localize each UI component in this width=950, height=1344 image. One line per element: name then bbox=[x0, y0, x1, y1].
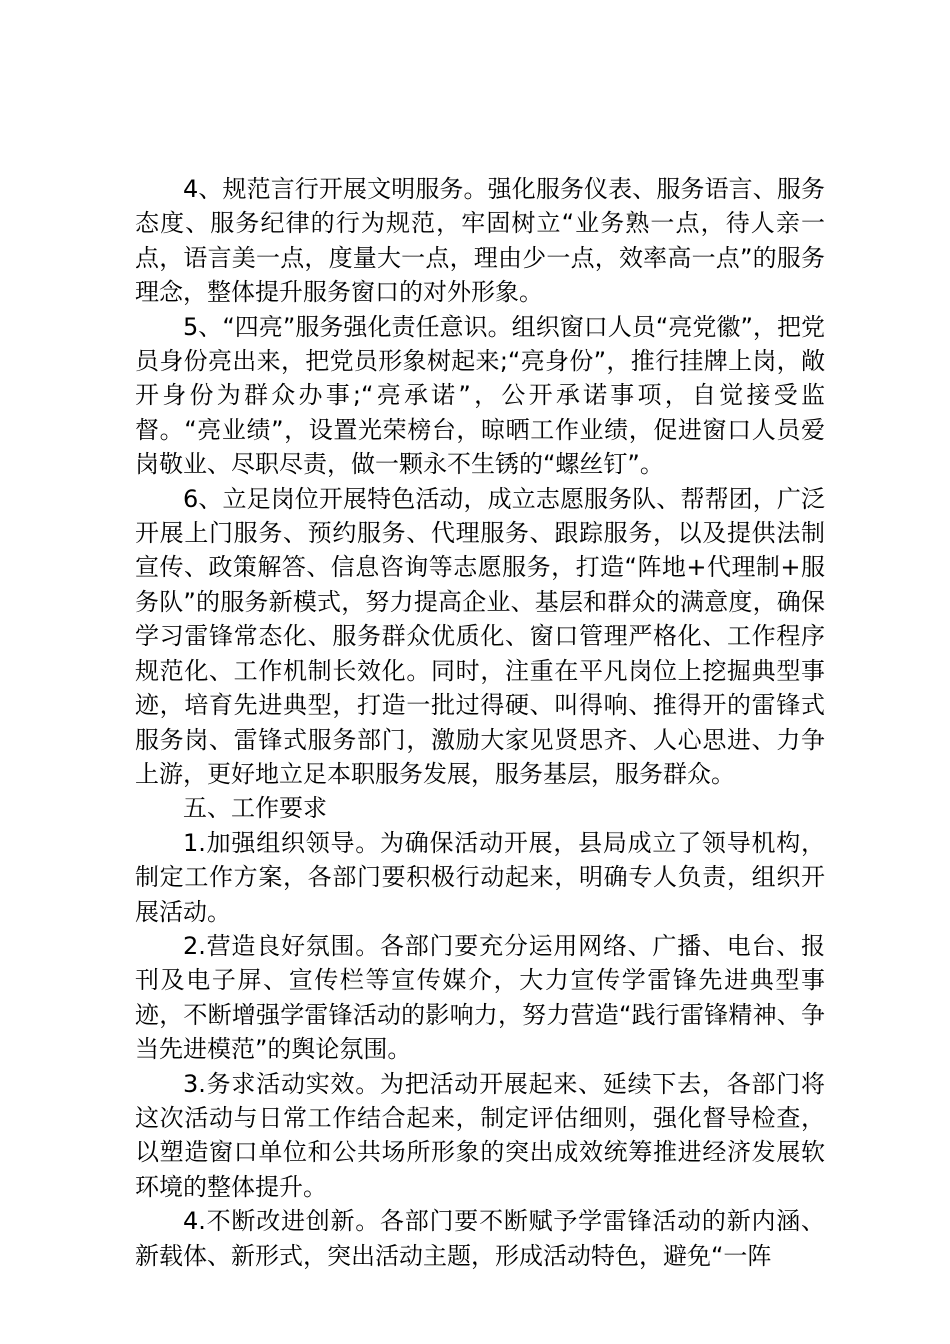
requirement-3-effectiveness: 3.务求活动实效。为把活动开展起来、延续下去，各部门将这次活动与日常工作结合起来，制定评估细则，强化督导检查，以塑造窗口单位和公共场所形象的突出成效统筹推进经济发展软环境的整体提升。 bbox=[135, 1069, 825, 1201]
paragraph-6-featured-activities: 6、立足岗位开展特色活动，成立志愿服务队、帮帮团，广泛开展上门服务、预约服务、代理服务、跟踪服务，以及提供法制宣传、政策解答、信息咨询等志愿服务，打造“阵地+代理制+服务队”的服务新模式，努力提高企业、基层和群众的满意度，确保学习雷锋常态化、服务群众优质化、窗口管理严格化、工作程序规范化、工作机制长效化。同时，注重在平凡岗位上挖掘典型事迹，培育先进典型，打造一批过得硬、叫得响、推得开的雷锋式服务岗、雷锋式服务部门，激励大家见贤思齐、人心思进、力争上游，更好地立足本职服务发展，服务基层，服务群众。 bbox=[135, 484, 825, 788]
document-body bbox=[135, 172, 825, 1273]
section-heading-work-requirements: 五、工作要求 bbox=[183, 794, 327, 823]
paragraph-5-four-shines: 5、“四亮”服务强化责任意识。组织窗口人员“亮党徽”，把党员身份亮出来，把党员形象树起来;“亮身份”，推行挂牌上岗，敞开身份为群众办事;“亮承诺”，公开承诺事项，自觉接受监督。“亮业绩”，设置光荣榜台，晾晒工作业绩，促进窗口人员爱岗敬业、尽职尽责，做一颗永不生锈的“螺丝钉”。 bbox=[135, 312, 825, 479]
paragraph-4-civilized-service: 4、规范言行开展文明服务。强化服务仪表、服务语言、服务态度、服务纪律的行为规范，牢固树立“业务熟一点，待人亲一点，语言美一点，度量大一点，理由少一点，效率高一点”的服务理念，整体提升服务窗口的对外形象。 bbox=[135, 175, 825, 307]
requirement-2-atmosphere: 2.营造良好氛围。各部门要充分运用网络、广播、电台、报刊及电子屏、宣传栏等宣传媒介，大力宣传学雷锋先进典型事迹，不断增强学雷锋活动的影响力，努力营造“践行雷锋精神、争当先进模范”的舆论氛围。 bbox=[135, 931, 825, 1064]
requirement-4-innovation: 4.不断改进创新。各部门要不断赋予学雷锋活动的新内涵、新载体、新形式，突出活动主题，形成活动特色，避免“一阵 bbox=[135, 1207, 825, 1270]
requirement-1-leadership: 1.加强组织领导。为确保活动开展，县局成立了领导机构，制定工作方案，各部门要积极行动起来，明确专人负责，组织开展活动。 bbox=[135, 828, 825, 926]
